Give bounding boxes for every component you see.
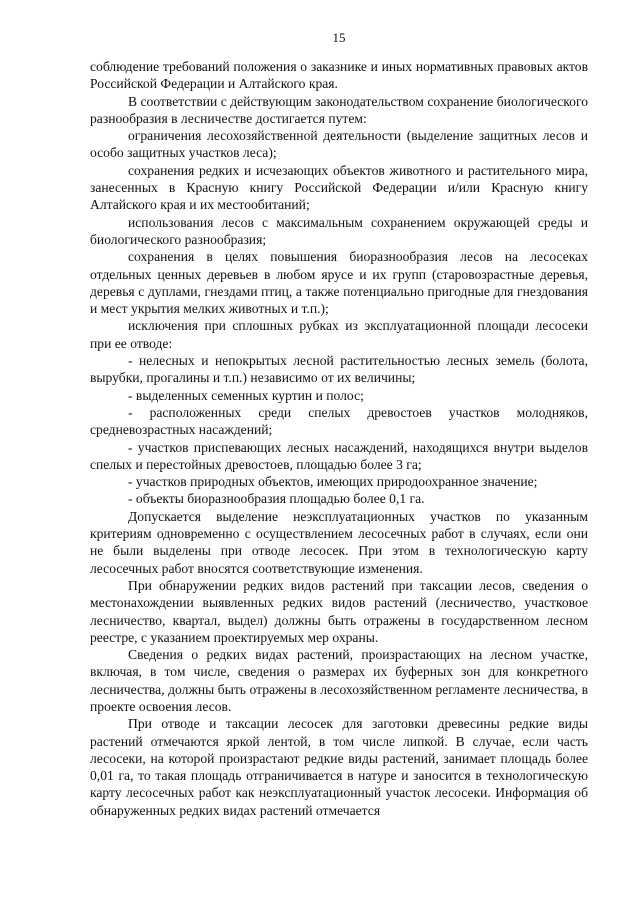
list-item-valuable-trees: сохранения в целях повышения биоразнообразия лесов на лесосеках отдельных ценных деревьев в любом ярусе и их групп (старовозрастные деревья, деревья с дуплами, гнездами птиц, а также потенциально пригодные для гнездования и мест укрытия мелких животных и т.п.); <box>90 249 588 317</box>
sub-item-young-stands: - расположенных среди спелых древостоев участков молодняков, средневозрастных насаждений; <box>90 404 588 438</box>
list-item-forest-use: использования лесов с максимальным сохранением окружающей среды и биологического разнообразия; <box>90 214 588 247</box>
paragraph-permitted-allocation: Допускается выделение неэксплуатационных участков по указанным критериям одновременно с осуществлением лесосечных работ в случаях, если они не были выделены при отводе лесосек. При этом в технологическую карту лесосечных работ вносятся соответствующие изменения. <box>90 508 588 576</box>
document-page <box>90 30 588 819</box>
sub-item-maturing-stands: - участков приспевающих лесных насаждений, находящихся внутри выделов спелых и перестойных древостоев, площадью более 3 га; <box>90 439 588 472</box>
sub-item-seed-plots: - выделенных семенных куртин и полос; <box>128 387 364 403</box>
list-item-exclusion: исключения при сплошных рубках из эксплуатационной площади лесосеки при ее отводе: <box>90 318 588 351</box>
paragraph-felling-area-marking: При отводе и таксации лесосек для заготовки древесины редкие виды растений отмечаются яркой лентой, в том числе липкой. В случае, если часть лесосеки, на которой произрастают редкие виды растений, занимает площадь более 0,01 га, то такая площадь отграничивается в натуре и заносится в технологическую карту лесосечных работ как неэксплуатационный участок лесосеки. Информация об обнаруженных редких видах растений отмечается <box>90 716 588 818</box>
paragraph-intro: В соответствии с действующим законодательством сохранение биологического разнообразия в лесничестве достигается путем: <box>90 93 588 126</box>
page-number: 15 <box>332 30 346 45</box>
list-item-restriction: ограничения лесохозяйственной деятельности (выделение защитных лесов и особо защитных участков леса); <box>90 128 588 161</box>
sub-item-biodiversity-objects: - объекты биоразнообразия площадью более 0,1 га. <box>128 491 425 507</box>
paragraph-continuation: соблюдение требований положения о заказнике и иных нормативных правовых актов Российской Федерации и Алтайского края. <box>90 59 588 92</box>
list-item-rare-species: сохранения редких и исчезающих объектов животного и растительного мира, занесенных в Красную книгу Российской Федерации и/или Красную книгу Алтайского края и их местообитаний; <box>90 162 588 213</box>
paragraph-rare-plants-inventory: При обнаружении редких видов растений при таксации лесов, сведения о местонахождении выявленных редких видов растений (лесничество, участковое лесничество, квартал, выдел) должны быть отражены в государственном лесном реестре, с указанием проектируемых мер охраны. <box>90 577 588 645</box>
sub-item-non-forest-lands: - нелесных и непокрытых лесной растительностью лесных земель (болота, вырубки, прогалины и т.п.) независимо от их величины; <box>90 353 588 386</box>
paragraph-rare-plants-regulations: Сведения о редких видах растений, произрастающих на лесном участке, включая, в том числе, сведения о размерах их буферных зон для конкретного лесничества, должны быть отражены в лесохозяйственном регламенте лесничества, в проекте освоения лесов. <box>90 647 588 714</box>
sub-item-natural-objects: - участков природных объектов, имеющих природоохранное значение; <box>128 474 538 490</box>
document-body <box>90 58 588 819</box>
